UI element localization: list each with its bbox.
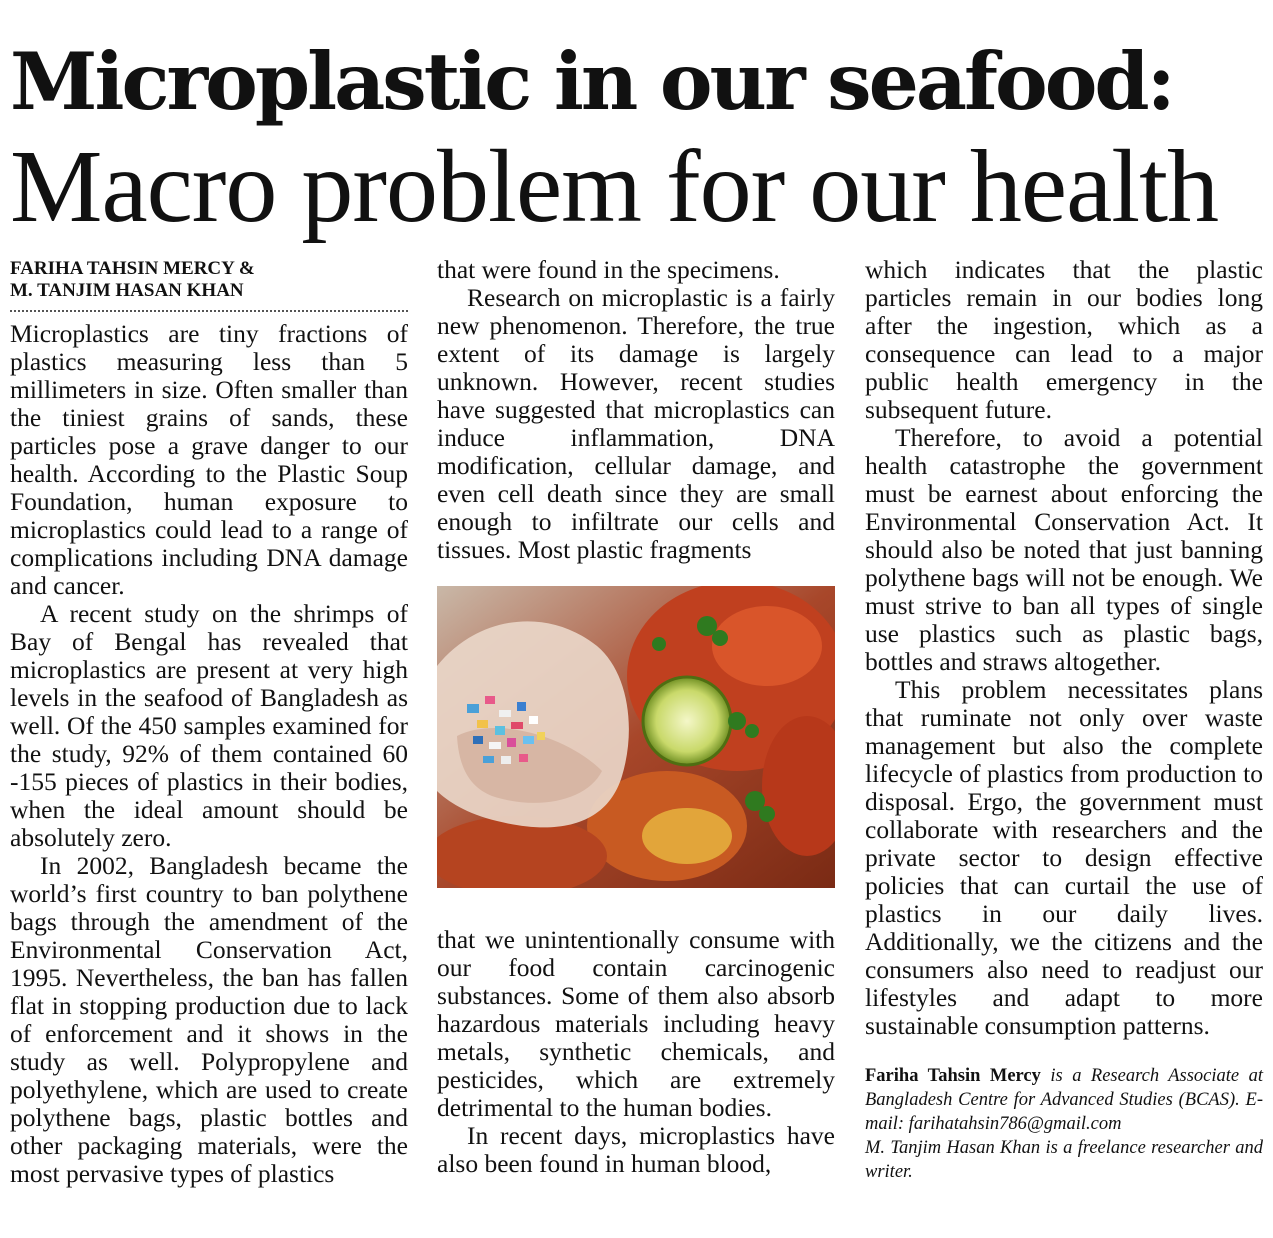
- paragraph-5-continued: which indicates that the plastic particles remain in our bodies long after the ingestion, which as a consequence can lead to a major public health emergency in the subsequent future.: [865, 255, 1263, 424]
- paragraph-2: A recent study on the shrimps of Bay of Bengal has revealed that microplastics are present at very high levels in the seafood of Bangladesh as well. Of the 450 samples examined for the study, 92% of them contained 60 -155 pieces of plastics in their bodies, when the ideal amount should be absolutely zero.: [10, 599, 408, 852]
- author-bio: [865, 1064, 1263, 1184]
- hand-with-microplastics-icon: [437, 586, 835, 888]
- paragraph-4: Research on microplastic is a fairly new phenomenon. Therefore, the true extent of its damage is largely unknown. However, recent studies have suggested that microplastics can induce inflammation, DNA modification, cellular damage, and even cell death since they are small enough to infiltrate our cells and tissues. Most plastic fragments: [437, 283, 835, 564]
- paragraph-1: Microplastics are tiny fractions of plastics measuring less than 5 millimeters in size. Often smaller than the tiniest grains of sands, these particles pose a grave danger to our health. According to the Plastic Soup Foundation, human exposure to microplastics could lead to a range of complications including DNA damage and cancer.: [10, 319, 408, 600]
- bio-author-2-name: M. Tanjim Hasan Khan: [865, 1138, 1041, 1158]
- bio-author-1-name: Fariha Tahsin Mercy: [865, 1066, 1041, 1086]
- paragraph-7: This problem necessitates plans that ruminate not only over waste management but also the complete lifecycle of plastics from production to disposal. Ergo, the government must collaborate with researchers and the private sector to design effective policies that can curtail the use of plastics in our daily lives. Additionally, we the citizens and the consumers also need to readjust our lifestyles and adapt to more sustainable consumption patterns.: [865, 675, 1263, 1040]
- bio-author-2-text: is a freelance researcher and writer.: [865, 1138, 1263, 1182]
- subheadline: Macro problem for our health: [10, 129, 1219, 244]
- bio-author-1-text: is a Research Associate at Bangladesh Centre for Advanced Studies (BCAS). E-mail: farihatahsin786@gmail.com: [865, 1066, 1263, 1134]
- article-column-2: [437, 256, 835, 1178]
- author-line-1: FARIHA TAHSIN MERCY &: [10, 258, 255, 279]
- headline: Microplastic in our seafood:: [10, 35, 1173, 128]
- byline: [10, 258, 408, 312]
- author-line-2: M. TANJIM HASAN KHAN: [10, 280, 244, 301]
- paragraph-3-continued: that were found in the specimens.: [437, 255, 780, 284]
- article-column-3: [865, 256, 1263, 1184]
- paragraph-4-continued: that we unintentionally consume with our food contain carcinogenic substances. Some of them also absorb hazardous materials including heavy metals, synthetic chemicals, and pesticides, which are extremely detrimental to the human bodies.: [437, 925, 835, 1122]
- paragraph-3: In 2002, Bangladesh became the world’s first country to ban polythene bags through the amendment of the Environmental Conservation Act, 1995. Nevertheless, the ban has fallen flat in stopping production due to lack of enforcement and it shows in the study as well. Polypropylene and polyethylene, which are used to create polythene bags, plastic bottles and other packaging materials, were the most pervasive types of plastics: [10, 851, 408, 1188]
- seafood-microplastics-photo: [437, 586, 835, 888]
- paragraph-5: In recent days, microplastics have also been found in human blood,: [437, 1121, 835, 1178]
- article-column-1: [10, 256, 408, 1188]
- paragraph-6: Therefore, to avoid a potential health catastrophe the government must be earnest about enforcing the Environmental Conservation Act. It should also be noted that just banning polythene bags will not be enough. We must strive to ban all types of single use plastics such as plastic bags, bottles and straws altogether.: [865, 423, 1263, 676]
